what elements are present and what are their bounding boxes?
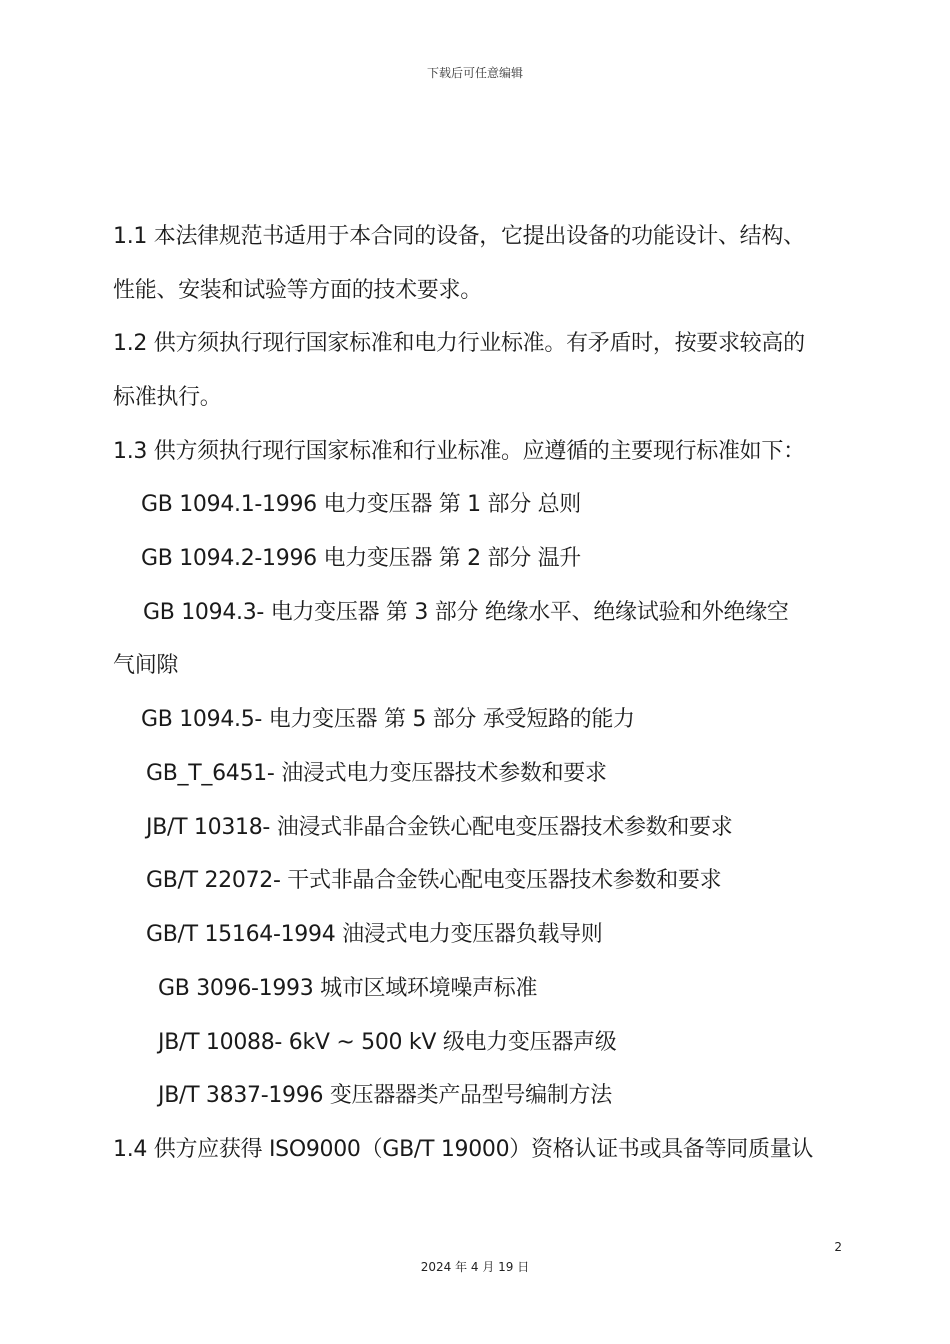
standard-item-gb-1094-5: GB 1094.5- 电力变压器 第 5 部分 承受短路的能力 [141, 707, 635, 732]
standard-item-gb-3096: GB 3096-1993 城市区域环境噪声标准 [158, 976, 538, 1001]
paragraph-1-2-line-2: 标准执行。 [113, 385, 222, 410]
paragraph-1-1-line-2: 性能、安装和试验等方面的技术要求。 [113, 278, 482, 303]
standard-item-jb-t-3837: JB/T 3837-1996 变压器器类产品型号编制方法 [158, 1083, 612, 1108]
standard-item-gb-1094-2: GB 1094.2-1996 电力变压器 第 2 部分 温升 [141, 546, 582, 571]
paragraph-1-3-line-1: 1.3 供方须执行现行国家标准和行业标准。应遵循的主要现行标准如下： [113, 439, 805, 464]
standard-item-gb-t-22072: GB/T 22072- 干式非晶合金铁心配电变压器技术参数和要求 [146, 868, 722, 893]
footer-date: 2024 年 4 月 19 日 [420, 1260, 530, 1274]
page-number: 2 [834, 1240, 842, 1254]
standard-item-gb-1094-1: GB 1094.1-1996 电力变压器 第 1 部分 总则 [141, 492, 582, 517]
paragraph-1-1-line-1: 1.1 本法律规范书适用于本合同的设备，它提出设备的功能设计、结构、 [113, 224, 805, 249]
standard-item-gb-t-15164: GB/T 15164-1994 油浸式电力变压器负载导则 [146, 922, 603, 947]
paragraph-1-2-line-1: 1.2 供方须执行现行国家标准和电力行业标准。有矛盾时，按要求较高的 [113, 331, 805, 356]
page-header: 下载后可任意编辑 [426, 66, 523, 80]
standard-item-jb-t-10088: JB/T 10088- 6kV ~ 500 kV 级电力变压器声级 [158, 1030, 617, 1055]
standard-item-gb-1094-3-continued: 气间隙 [113, 653, 179, 678]
standard-item-jb-t-10318: JB/T 10318- 油浸式非晶合金铁心配电变压器技术参数和要求 [146, 815, 733, 840]
paragraph-1-4-line-1: 1.4 供方应获得 ISO9000（GB/T 19000）资格认证书或具备等同质量认 [113, 1137, 814, 1162]
standard-item-gb-1094-3: GB 1094.3- 电力变压器 第 3 部分 绝缘水平、绝缘试验和外绝缘空 [143, 600, 789, 625]
standard-item-gb-t-6451: GB_T_6451- 油浸式电力变压器技术参数和要求 [146, 761, 607, 786]
